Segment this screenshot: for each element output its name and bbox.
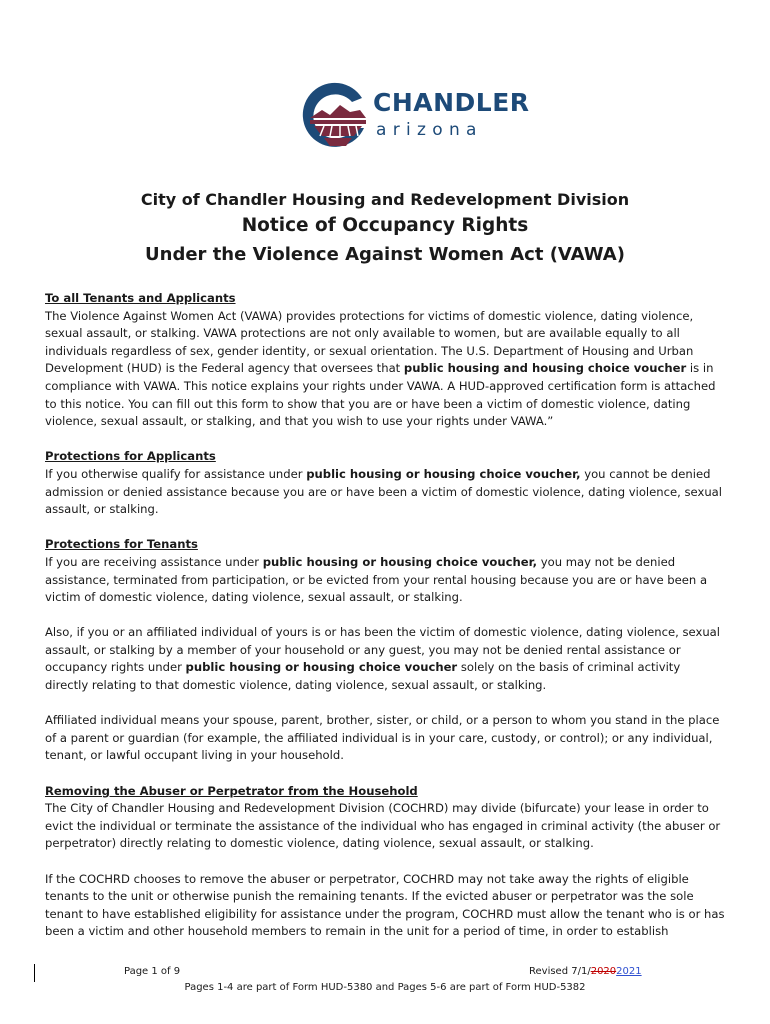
chandler-emblem-icon: [300, 80, 374, 155]
section-heading-applicants: Protections for Applicants: [45, 449, 216, 464]
paragraph-removing-1: The City of Chandler Housing and Redevelopment Division (COCHRD) may divide (bifurcate) your lease in order to evict the individual or terminate the assistance of the individual who has engaged in criminal activity (the abuser or perpetrator) directly relating to domestic violence, dating violence, sexual assault, or stalking.: [45, 801, 721, 851]
paragraph-affiliated-individual: Affiliated individual means your spouse, parent, brother, sister, or child, or a person to whom you stand in the place of a parent or guardian (for example, the affiliated individual is in your care, custody, or control); or any individual, tenant, or lawful occupant living in your household.: [45, 713, 720, 763]
paragraph-tenants-2: Also, if you or an affiliated individual of yours is or has been the victim of domestic violence, dating violence, sexual assault, or stalking by a member of your household or any guest, you may not be denied rental assistance or occupancy rights under public housing or housing choice voucher solely on the basis of criminal activity directly relating to that domestic violence, dating violence, sexual assault, or stalking.: [45, 625, 720, 693]
document-title: Notice of Occupancy Rights: [241, 215, 529, 236]
chandler-logo: [300, 80, 530, 155]
paragraph-tenants-1: If you are receiving assistance under public housing or housing choice voucher, you may not be denied assistance, terminated from participation, or be evicted from your rental housing because you are or have been a victim of domestic violence, dating violence, sexual assault, or stalking.: [45, 554, 708, 605]
paragraph-removing-2: If the COCHRD chooses to remove the abuser or perpetrator, COCHRD may not take away the rights of eligible tenants to the unit or otherwise punish the remaining tenants. If the evicted abuser or perpetrator was the sole tenant to have established eligibility for assistance under the program, COCHRD must allow the tenant who is or has been a victim and other household members to remain in the unit for a period of time, in order to establish: [45, 871, 725, 939]
organization-title: City of Chandler Housing and Redevelopment Division: [140, 190, 630, 209]
revision-deleted-year: 2020: [590, 966, 617, 977]
section-heading-removing: Removing the Abuser or Perpetrator from the Household: [45, 783, 418, 798]
page-number: Page 1 of 9: [124, 966, 181, 977]
notice-body: [45, 290, 725, 941]
revision-date: Revised 7/1/20202021: [529, 966, 642, 977]
document-subtitle: Under the Violence Against Women Act (VAWA): [145, 244, 625, 265]
paragraph-applicants: If you otherwise qualify for assistance under public housing or housing choice voucher, you cannot be denied admission or denied assistance because you are or have been a victim of domestic violence, dating violence, sexual assault, or stalking.: [45, 466, 722, 517]
logo-wordmark: CHANDLER: [373, 88, 530, 117]
form-reference-note: Pages 1-4 are part of Form HUD-5380 and Pages 5-6 are part of Form HUD-5382: [184, 982, 586, 993]
revision-inserted-year: 2021: [616, 966, 642, 977]
logo-subtext: arizona: [376, 120, 483, 140]
section-heading-tenants: Protections for Tenants: [45, 537, 198, 552]
section-heading-all: To all Tenants and Applicants: [45, 291, 236, 305]
paragraph-vawa-intro: The Violence Against Women Act (VAWA) provides protections for victims of domestic violence, dating violence, sexual assault, or stalking. VAWA protections are not only available to women, but are available equally to all individuals regardless of sex, gender identity, or sexual orientation. The U.S. Department of Housing and Urban Development (HUD) is the Federal agency that oversees that public housing and housing choice voucher is in compliance with VAWA. This notice explains your rights under VAWA. A HUD-approved certification form is attached to this notice. You can fill out this form to show that you are or have been a victim of domestic violence, dating violence, sexual assault, or stalking, and that you wish to use your rights under VAWA.”: [45, 308, 716, 429]
footer-change-bar: [34, 964, 35, 982]
